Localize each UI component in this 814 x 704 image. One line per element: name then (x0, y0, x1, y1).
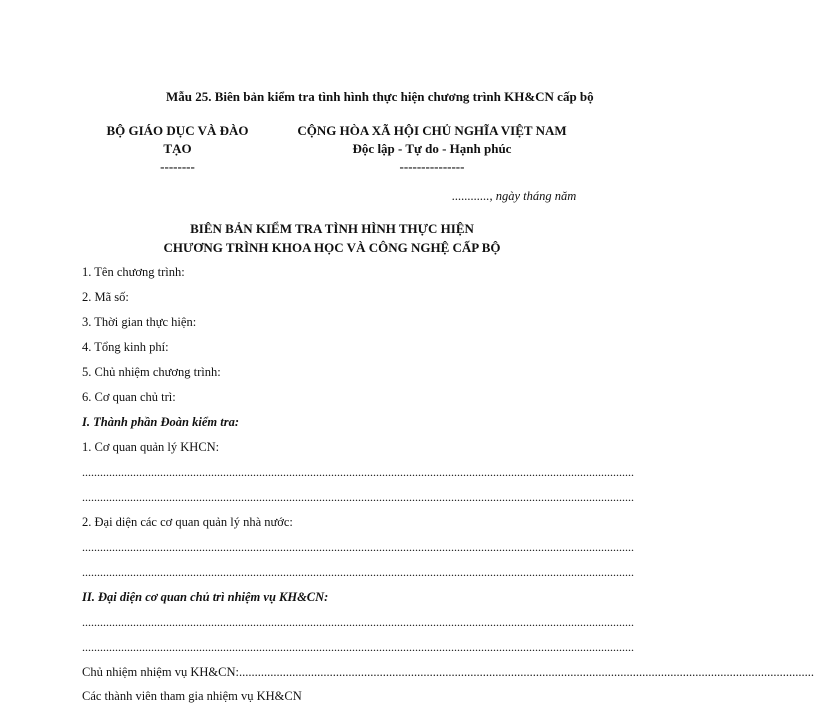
field-code: 2. Mã số: (82, 290, 129, 304)
dotted-line: ........................................................................................................................................................................................ (82, 490, 634, 504)
nation-divider: --------------- (399, 159, 465, 174)
section-1-item-2: 2. Đại diện các cơ quan quản lý nhà nước: (82, 515, 293, 529)
section-2-heading: II. Đại diện cơ quan chủ trì nhiệm vụ KH&CN: (82, 590, 329, 604)
dotted-line: ........................................................................................................................................................................................ (82, 640, 634, 654)
dotted-line: ........................................................................................................................................................................................ (82, 465, 634, 479)
agency-name-line1: BỘ GIÁO DỤC VÀ ĐÀO (106, 123, 249, 138)
agency-block (95, 122, 260, 176)
field-total-budget: 4. Tổng kinh phí: (82, 340, 169, 354)
nation-motto: Độc lập - Tự do - Hạnh phúc (352, 141, 512, 156)
nation-name: CỘNG HÒA XÃ HỘI CHỦ NGHĨA VIỆT NAM (297, 123, 567, 138)
agency-divider: -------- (160, 159, 195, 174)
place-date-line: ............, ngày tháng năm (452, 189, 577, 203)
dotted-line: ........................................................................................................................................................................................ (82, 565, 634, 579)
document-title-line2: CHƯƠNG TRÌNH KHOA HỌC VÀ CÔNG NGHỆ CẤP BỘ (163, 240, 501, 255)
document-title-line1: BIÊN BẢN KIỂM TRA TÌNH HÌNH THỰC HIỆN (190, 221, 474, 236)
dotted-line: ........................................................................................................................................................................................ (82, 540, 634, 554)
form-title: Mẫu 25. Biên bản kiểm tra tình hình thực hiện chương trình KH&CN cấp bộ (166, 89, 594, 104)
members-label: Các thành viên tham gia nhiệm vụ KH&CN (82, 689, 302, 703)
chair-label: Chủ nhiệm nhiệm vụ KH&CN: (82, 665, 239, 679)
document-title (130, 219, 534, 257)
field-program-director: 5. Chủ nhiệm chương trình: (82, 365, 221, 379)
section-1-item-1: 1. Cơ quan quản lý KHCN: (82, 440, 220, 454)
agency-name-line2: TẠO (163, 141, 192, 156)
field-host-agency: 6. Cơ quan chủ trì: (82, 390, 176, 404)
chair-line (82, 665, 814, 680)
section-1-heading: I. Thành phần Đoàn kiểm tra: (82, 415, 239, 429)
dotted-line: ........................................................................................................................................................................................ (82, 615, 634, 629)
chair-dots: ........................................................................................................................................................................................ (238, 665, 814, 679)
field-duration: 3. Thời gian thực hiện: (82, 315, 197, 329)
field-program-name: 1. Tên chương trình: (82, 265, 185, 279)
national-motto-block (284, 122, 580, 176)
